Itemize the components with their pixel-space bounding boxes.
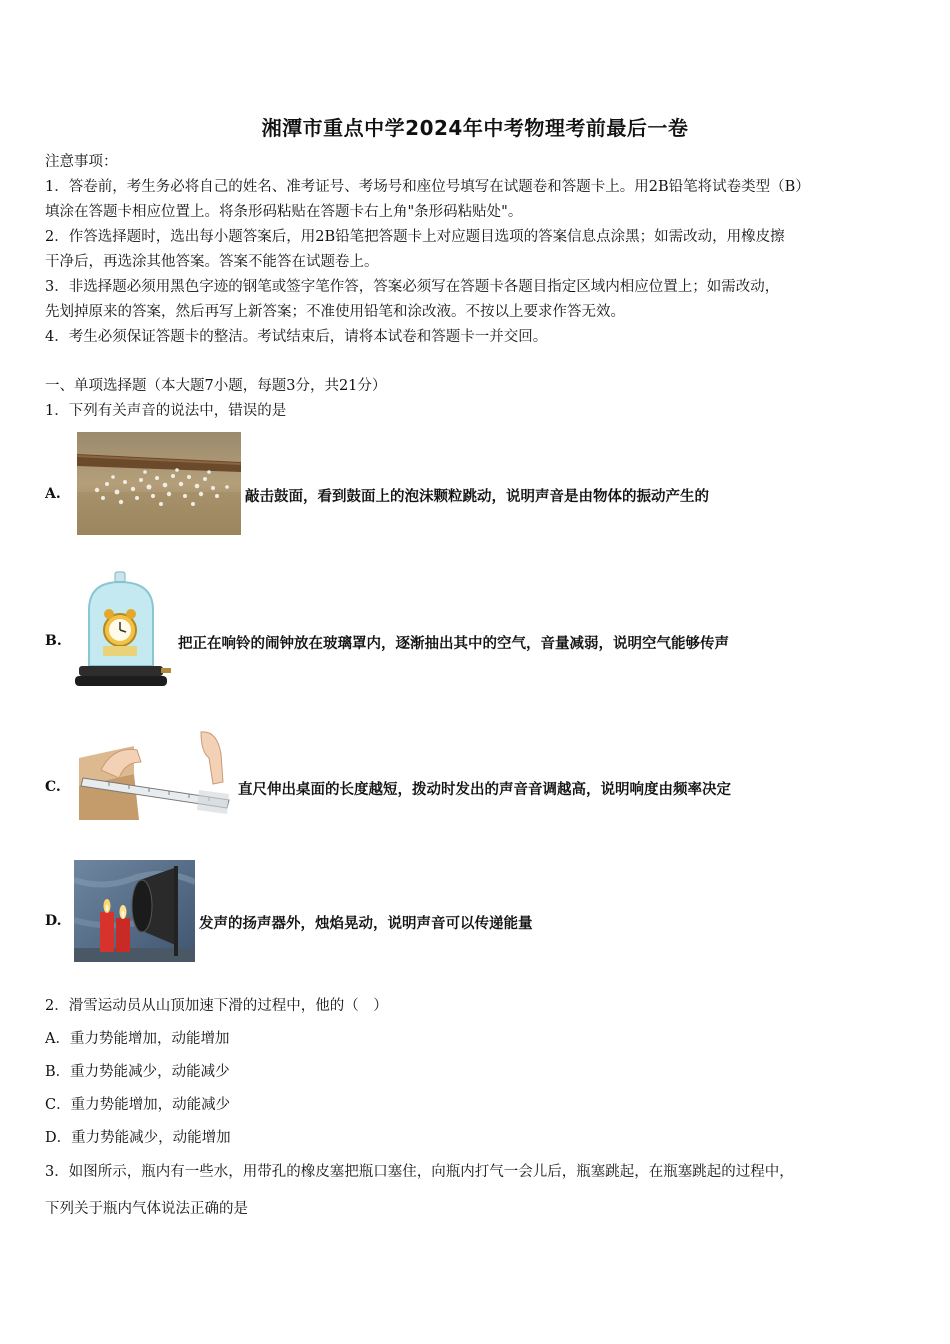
option-text-a: 敲击鼓面，看到鼓面上的泡沫颗粒跳动，说明声音是由物体的振动产生的	[245, 488, 709, 505]
option-letter-a: A.	[45, 486, 61, 502]
option-text-b: 把正在响铃的闹钟放在玻璃罩内，逐渐抽出其中的空气，音量减弱，说明空气能够传声	[178, 635, 729, 652]
question-2-option: D．重力势能减少，动能增加	[45, 1130, 231, 1146]
notice-line: 3．非选择题必须用黑色字迹的钢笔或签字笔作答，答案必须写在答题卡各题目指定区域内相应位置上；如需改动，	[45, 279, 780, 295]
notice-heading: 注意事项：	[45, 154, 118, 170]
option-letter-c: C.	[45, 779, 61, 795]
speaker-candle-image	[74, 860, 195, 962]
section-heading: 一、单项选择题（本大题7小题，每题3分，共21分）	[45, 378, 387, 394]
notice-line: 1．答卷前，考生务必将自己的姓名、准考证号、考场号和座位号填写在试题卷和答题卡上。用2B铅笔将试卷类型（B）	[45, 179, 810, 195]
question-2-stem: 2．滑雪运动员从山顶加速下滑的过程中，他的（ ）	[45, 998, 388, 1014]
notice-line: 填涂在答题卡相应位置上。将条形码粘贴在答题卡右上角"条形码粘贴处"。	[45, 204, 523, 220]
page-title: 湘潭市重点中学2024年中考物理考前最后一卷	[261, 116, 689, 140]
notice-line: 干净后，再选涂其他答案。答案不能答在试题卷上。	[45, 254, 379, 270]
ruler-desk-image	[79, 728, 234, 820]
question-2-option: A．重力势能增加，动能增加	[45, 1031, 230, 1047]
notice-line: 2．作答选择题时，选出每小题答案后，用2B铅笔把答题卡上对应题目选项的答案信息点涂黑；如需改动，用橡皮擦	[45, 229, 785, 245]
question-1-stem: 1．下列有关声音的说法中，错误的是	[45, 403, 287, 419]
option-text-d: 发声的扬声器外，烛焰晃动，说明声音可以传递能量	[199, 915, 533, 932]
question-2-option: C．重力势能增加，动能减少	[45, 1097, 231, 1113]
question-2-option: B．重力势能减少，动能减少	[45, 1064, 230, 1080]
notice-line: 先划掉原来的答案，然后再写上新答案；不准使用铅笔和涂改液。不按以上要求作答无效。	[45, 304, 625, 320]
option-letter-b: B.	[45, 633, 62, 649]
option-text-c: 直尺伸出桌面的长度越短，拨动时发出的声音音调越高，说明响度由频率决定	[238, 781, 731, 798]
drum-foam-image	[77, 432, 241, 535]
notice-line: 4．考生必须保证答题卡的整洁。考试结束后，请将本试卷和答题卡一并交回。	[45, 329, 548, 345]
option-letter-d: D.	[45, 913, 62, 929]
bell-jar-image	[73, 570, 173, 692]
question-3-stem: 3．如图所示，瓶内有一些水，用带孔的橡皮塞把瓶口塞住，向瓶内打气一会儿后，瓶塞跳起，在瓶塞跳起的过程中，	[45, 1164, 794, 1180]
question-3-stem: 下列关于瓶内气体说法正确的是	[45, 1201, 248, 1217]
